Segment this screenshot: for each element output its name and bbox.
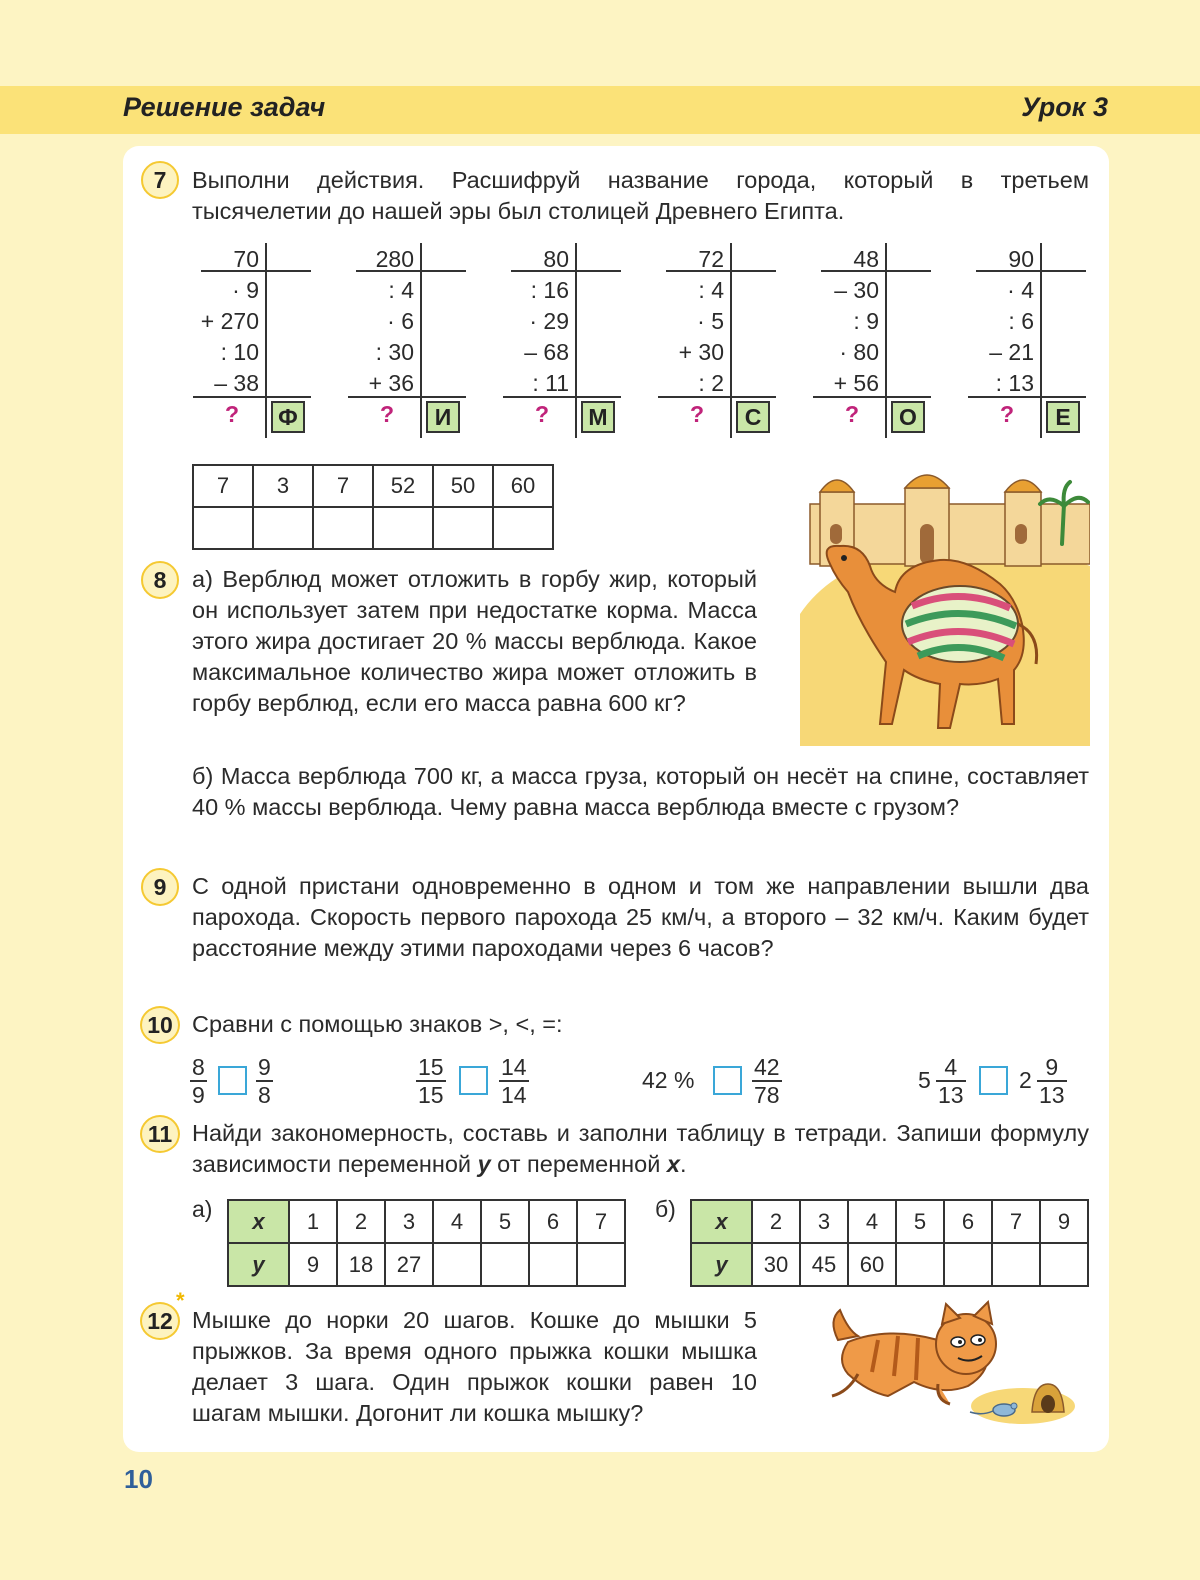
chain-operation: · 5 [697, 308, 724, 334]
x-value-cell: 3 [385, 1200, 433, 1243]
section-title: Решение задач [123, 92, 326, 122]
task-number-8: 8 [141, 561, 179, 599]
chain-divider [1040, 243, 1042, 438]
y-value-cell[interactable] [577, 1243, 625, 1286]
question-mark: ? [845, 401, 860, 427]
cipher-letter: Е [1046, 401, 1080, 433]
x-value-cell: 7 [992, 1200, 1040, 1243]
task-number-10: 10 [140, 1006, 180, 1044]
chain-start-value: 80 [543, 246, 569, 272]
answer-number-cell: 60 [493, 465, 553, 507]
numerator: 8 [192, 1054, 205, 1080]
y-value-cell: 45 [800, 1243, 848, 1286]
numerator: 4 [944, 1054, 958, 1080]
answer-number-cell: 7 [313, 465, 373, 507]
compare-box-3[interactable] [713, 1066, 742, 1095]
operation-chain [350, 243, 465, 439]
answer-letter-cell[interactable] [313, 507, 373, 549]
task12-text: Мышке до норки 20 шагов. Кошке до мышки 5 прыжков. За время одного прыжка кошки мышка делает 3 шага. Один прыжок кошки равен 10 шагам мышки. Догонит ли кошка мышку? [192, 1307, 757, 1426]
table-b-label: б) [655, 1196, 676, 1222]
page-number: 10 [124, 1464, 153, 1494]
chain-operation: : 6 [1008, 308, 1034, 334]
operation-chain [815, 243, 930, 439]
task-number-11: 11 [140, 1115, 180, 1153]
denominator: 13 [1039, 1082, 1065, 1108]
answer-letter-cell[interactable] [253, 507, 313, 549]
task10-text: Сравни с помощью знаков >, <, =: [192, 1011, 563, 1037]
numerator: 9 [1045, 1054, 1059, 1080]
x-value-cell: 3 [800, 1200, 848, 1243]
x-header: x [691, 1200, 752, 1243]
chain-start-value: 70 [233, 246, 259, 272]
answer-number-cell: 50 [433, 465, 493, 507]
numerator: 9 [258, 1054, 271, 1080]
x-value-cell: 5 [896, 1200, 944, 1243]
denominator: 15 [418, 1082, 444, 1108]
chain-operation: : 16 [530, 277, 569, 303]
y-header: y [691, 1243, 752, 1286]
question-mark: ? [690, 401, 705, 427]
cipher-letter: Ф [271, 401, 305, 433]
fraction [1037, 1055, 1067, 1107]
chain-operation: + 270 [200, 308, 259, 334]
y-value-cell: 18 [337, 1243, 385, 1286]
chain-operation: : 2 [698, 370, 724, 396]
answer-number-cell: 52 [373, 465, 433, 507]
task7-text: Выполни действия. Расшифруй название города, который в третьем тысячелетии до нашей эры был столицей Древнего Египта. [192, 167, 1089, 224]
chain-operation: – 68 [524, 339, 569, 365]
x-value-cell: 1 [289, 1200, 337, 1243]
cipher-letter: С [736, 401, 770, 433]
compare-box-4[interactable] [979, 1066, 1008, 1095]
whole-part: 2 [1019, 1067, 1032, 1093]
task-number-12: 12 [140, 1302, 180, 1340]
y-value-cell[interactable] [896, 1243, 944, 1286]
cipher-letter: О [891, 401, 925, 433]
denominator: 8 [258, 1082, 271, 1108]
task-number-9: 9 [141, 868, 179, 906]
compare-box-2[interactable] [459, 1066, 488, 1095]
question-mark: ? [535, 401, 550, 427]
y-value-cell[interactable] [992, 1243, 1040, 1286]
chain-operation: · 29 [529, 308, 569, 334]
whole-part: 5 [918, 1067, 931, 1093]
chain-operation: : 11 [532, 370, 569, 396]
x-value-cell: 9 [1040, 1200, 1088, 1243]
chain-divider [420, 243, 422, 438]
cipher-letter: И [426, 401, 460, 433]
compare-box-1[interactable] [218, 1066, 247, 1095]
x-value-cell: 4 [433, 1200, 481, 1243]
chain-operation: : 9 [853, 308, 879, 334]
x-value-cell: 7 [577, 1200, 625, 1243]
y-value-cell: 30 [752, 1243, 800, 1286]
chain-operation: : 4 [698, 277, 724, 303]
chain-divider [730, 243, 732, 438]
denominator: 14 [501, 1082, 527, 1108]
fraction [499, 1055, 529, 1107]
denominator: 78 [754, 1082, 780, 1108]
y-value-cell: 9 [289, 1243, 337, 1286]
chain-operation: · 6 [387, 308, 414, 334]
answer-letter-cell[interactable] [373, 507, 433, 549]
task11-text: Найди закономерность, составь и заполни таблицу в тетради. Запиши формулу зависимости переменной y от переменной x. [192, 1120, 1089, 1177]
y-value-cell: 60 [848, 1243, 896, 1286]
cipher-letter: М [581, 401, 615, 433]
chain-start-value: 48 [853, 246, 879, 272]
question-mark: ? [1000, 401, 1015, 427]
chain-divider [265, 243, 267, 438]
chain-divider [575, 243, 577, 438]
chain-operation: + 30 [678, 339, 724, 365]
y-value-cell[interactable] [1040, 1243, 1088, 1286]
y-value-cell[interactable] [481, 1243, 529, 1286]
x-header: x [228, 1200, 289, 1243]
chain-operation: : 10 [220, 339, 259, 365]
answer-number-cell: 3 [253, 465, 313, 507]
xy-table-a [227, 1199, 626, 1287]
star-icon: * [176, 1288, 185, 1313]
fraction [936, 1055, 966, 1107]
y-value-cell[interactable] [433, 1243, 481, 1286]
operation-chain [505, 243, 620, 439]
question-mark: ? [225, 401, 240, 427]
numerator: 14 [501, 1054, 527, 1080]
y-value-cell[interactable] [944, 1243, 992, 1286]
chain-operation: – 21 [989, 339, 1034, 365]
xy-table-b [690, 1199, 1089, 1287]
chain-operation: + 36 [368, 370, 414, 396]
fraction [190, 1055, 207, 1107]
numerator: 42 [754, 1054, 780, 1080]
operation-chain [195, 243, 310, 439]
chain-operation: – 30 [834, 277, 879, 303]
x-value-cell: 6 [529, 1200, 577, 1243]
chain-start-value: 280 [375, 246, 414, 272]
x-value-cell: 2 [752, 1200, 800, 1243]
chain-operation: · 80 [839, 339, 879, 365]
table-a-label: а) [192, 1196, 213, 1222]
fraction [752, 1055, 782, 1107]
chain-operation: : 4 [388, 277, 414, 303]
chain-divider [885, 243, 887, 438]
chain-operation: : 13 [995, 370, 1034, 396]
x-value-cell: 6 [944, 1200, 992, 1243]
camel-illustration [800, 474, 1090, 746]
chain-operation: + 56 [833, 370, 879, 396]
chain-operation: : 30 [375, 339, 414, 365]
cat-mouse-illustration [818, 1300, 1078, 1430]
y-value-cell[interactable] [529, 1243, 577, 1286]
task9-text: С одной пристани одновременно в одном и том же направлении вышли два парохода. Скорость первого парохода 25 км/ч, а второго – 32 км/ч. Каким будет расстояние между этими пароходами через 6 часов? [192, 873, 1089, 961]
chain-operation: · 9 [232, 277, 259, 303]
answer-letter-cell[interactable] [433, 507, 493, 549]
answer-number-cell: 7 [193, 465, 253, 507]
fraction [416, 1055, 446, 1107]
percent-value: 42 % [642, 1067, 695, 1093]
chain-operation: – 38 [214, 370, 259, 396]
x-value-cell: 2 [337, 1200, 385, 1243]
lesson-label: Урок 3 [1021, 92, 1108, 122]
chain-start-value: 90 [1008, 246, 1034, 272]
question-mark: ? [380, 401, 395, 427]
operation-chain [660, 243, 775, 439]
x-value-cell: 4 [848, 1200, 896, 1243]
y-header: y [228, 1243, 289, 1286]
answer-letter-cell[interactable] [193, 507, 253, 549]
operation-chain [970, 243, 1085, 439]
chain-operation: · 4 [1007, 277, 1034, 303]
y-value-cell: 27 [385, 1243, 433, 1286]
denominator: 13 [938, 1082, 964, 1108]
task8-part-b: б) Масса верблюда 700 кг, а масса груза, который он несёт на спине, составляет 40 % массы верблюда. Чему равна масса верблюда вместе с грузом? [192, 763, 1089, 820]
task-number-7: 7 [141, 161, 179, 199]
denominator: 9 [192, 1082, 205, 1108]
task8-part-a: а) Верблюд может отложить в горбу жир, который он использует затем при недостатке корма. Масса этого жира достигает 20 % массы верблюда. Какое максимальное количество жира может отложить в горбу верблюд, если его масса равна 600 кг? [192, 566, 757, 716]
x-value-cell: 5 [481, 1200, 529, 1243]
answer-letter-cell[interactable] [493, 507, 553, 549]
chain-start-value: 72 [698, 246, 724, 272]
answer-table [192, 464, 554, 550]
numerator: 15 [418, 1054, 444, 1080]
fraction [256, 1055, 273, 1107]
